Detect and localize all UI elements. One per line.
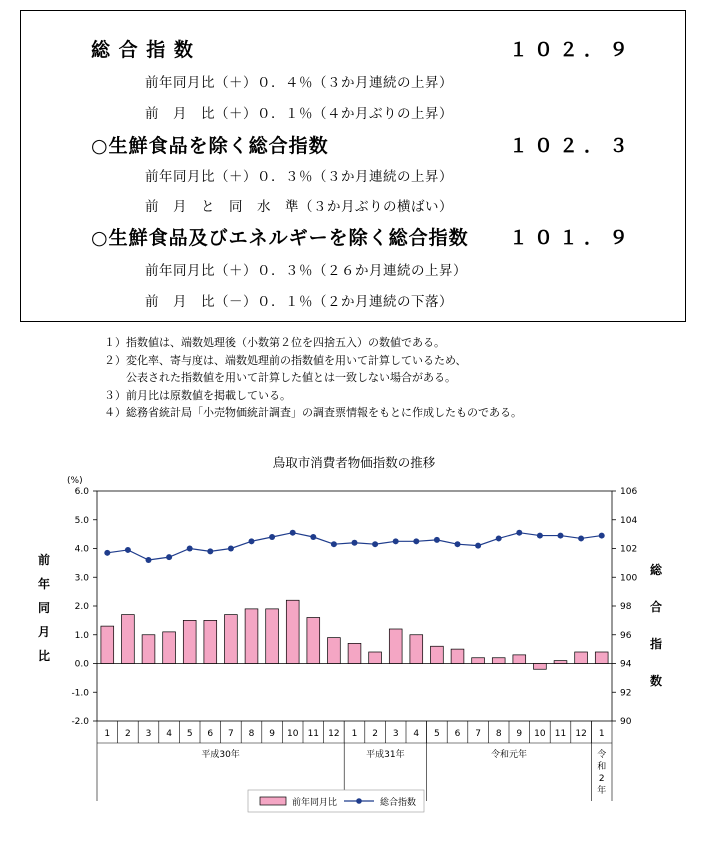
index-point <box>104 550 110 556</box>
left-tick-label: 1.0 <box>74 630 89 641</box>
left-tick-label: 3.0 <box>74 573 89 584</box>
bar <box>410 635 423 664</box>
legend-line-label: 総合指数 <box>380 798 417 808</box>
bar <box>492 658 505 664</box>
bar <box>183 620 196 663</box>
category-label: 9 <box>269 729 275 739</box>
bar <box>266 609 279 664</box>
summary-box <box>20 10 686 322</box>
index-point <box>187 546 193 552</box>
bar <box>575 652 588 664</box>
category-label: 3 <box>145 729 152 739</box>
category-label: 1 <box>351 729 358 739</box>
note-item: 公表された指数値を用いて計算した値とは一致しない場合がある。 <box>104 371 456 384</box>
chart-title: 鳥取市消費者物価指数の推移 <box>272 455 436 470</box>
bar <box>431 646 444 663</box>
year-group-label: 年 <box>597 786 607 796</box>
category-label: 9 <box>516 729 523 739</box>
right-axis-label: 総 合 指 数 <box>649 563 662 688</box>
right-tick-label: 96 <box>620 630 632 641</box>
right-tick-label: 98 <box>620 602 632 612</box>
cpi-chart <box>0 470 708 830</box>
category-label: 6 <box>454 729 461 739</box>
bar <box>513 655 526 664</box>
note-item: ２）変化率、寄与度は、端数処理前の指数値を用いて計算しているため、 <box>104 353 467 367</box>
category-label: 8 <box>495 729 502 739</box>
right-tick-label: 104 <box>620 515 638 526</box>
bar <box>328 638 341 664</box>
right-tick-label: 102 <box>620 544 638 555</box>
headline-value: １０２．９ <box>509 39 635 61</box>
left-axis-label: 前 年 同 月 比 <box>37 553 50 663</box>
bar <box>451 649 464 663</box>
year-group-label: 平成31年 <box>366 750 405 760</box>
plot-frame <box>97 491 612 721</box>
note-item: ３）前月比は原数値を掲載している。 <box>104 388 291 402</box>
index-point <box>331 541 337 547</box>
right-tick-label: 100 <box>620 573 638 584</box>
bar <box>348 643 361 663</box>
index-point <box>516 530 522 536</box>
category-label: 11 <box>554 729 567 739</box>
notes <box>104 334 522 422</box>
bar <box>122 615 135 664</box>
excl-fresh-yoy: 前年同月比（＋）０．３％（３か月連続の上昇） <box>145 169 453 185</box>
category-label: 5 <box>186 729 193 739</box>
left-tick-label: -2.0 <box>71 717 89 727</box>
index-point <box>269 534 275 540</box>
legend-line-marker <box>356 798 362 804</box>
year-group-label: 平成30年 <box>201 750 240 760</box>
category-label: 7 <box>228 729 234 739</box>
bar <box>554 661 567 664</box>
headline-label: 総 合 指 数 <box>91 39 194 61</box>
index-point <box>413 538 419 544</box>
bar <box>163 632 176 664</box>
right-tick-label: 94 <box>620 659 632 670</box>
index-point <box>599 533 605 539</box>
left-tick-label: 4.0 <box>74 544 89 555</box>
legend-bar-label: 前年同月比 <box>292 798 338 808</box>
index-line <box>107 533 601 560</box>
category-label: 1 <box>598 729 605 739</box>
excl-fresh-value: １０２．３ <box>509 135 635 157</box>
excl-fresh-energy-mom: 前 月 比（－）０．１％（２か月連続の下落） <box>145 294 453 310</box>
index-point <box>352 540 358 546</box>
bar <box>595 652 608 664</box>
index-point <box>125 547 131 553</box>
category-label: 7 <box>475 729 481 739</box>
index-point <box>434 537 440 543</box>
right-tick-label: 92 <box>620 688 632 699</box>
excl-fresh-label: ○生鮮食品を除く総合指数 <box>91 135 329 157</box>
excl-fresh-energy-yoy: 前年同月比（＋）０．３％（２６か月連続の上昇） <box>145 263 467 279</box>
bar <box>534 664 547 670</box>
index-point <box>393 538 399 544</box>
left-tick-label: 6.0 <box>74 487 89 497</box>
excl-fresh-energy-value: １０１．９ <box>509 227 635 249</box>
left-tick-label: -1.0 <box>71 688 89 699</box>
category-label: 10 <box>286 729 299 739</box>
category-label: 4 <box>413 729 420 739</box>
category-label: 5 <box>434 729 440 739</box>
bar <box>142 635 155 664</box>
index-point <box>558 533 564 539</box>
year-group-label: 令和元年 <box>490 750 528 760</box>
index-point <box>455 541 461 547</box>
index-point <box>475 543 481 549</box>
right-tick-label: 90 <box>620 717 632 727</box>
index-point <box>372 541 378 547</box>
index-point <box>249 538 255 544</box>
category-label: 6 <box>207 729 214 739</box>
excl-fresh-energy-label: ○生鮮食品及びエネルギーを除く総合指数 <box>91 227 469 249</box>
year-group-label: 和 <box>597 762 607 772</box>
index-point <box>310 534 316 540</box>
headline-mom: 前 月 比（＋）０．１％（４か月ぶりの上昇） <box>145 106 453 122</box>
index-point <box>228 546 234 552</box>
category-label: 4 <box>166 729 172 739</box>
category-label: 8 <box>248 729 255 739</box>
excl-fresh-mom: 前 月 と 同 水 準（３か月ぶりの横ばい） <box>145 199 453 215</box>
category-label: 12 <box>575 729 587 739</box>
note-item: １）指数値は、端数処理後（小数第２位を四捨五入）の数値である。 <box>104 336 445 349</box>
right-tick-label: 106 <box>620 487 638 497</box>
category-label: 11 <box>307 729 320 739</box>
index-point <box>146 557 152 563</box>
category-label: 2 <box>125 729 131 739</box>
left-axis-unit: (%) <box>67 476 83 486</box>
year-group-label: 2 <box>598 774 605 784</box>
bar <box>204 620 217 663</box>
index-point <box>166 554 172 560</box>
bar <box>307 618 320 664</box>
index-point <box>496 535 502 541</box>
category-label: 3 <box>392 729 399 739</box>
headline-yoy: 前年同月比（＋）０．４％（３か月連続の上昇） <box>145 75 453 91</box>
left-tick-label: 0.0 <box>74 659 89 670</box>
bar <box>101 626 114 663</box>
year-group-label: 令 <box>597 750 607 760</box>
index-point <box>207 548 213 554</box>
index-point <box>537 533 543 539</box>
category-label: 2 <box>372 729 378 739</box>
index-point <box>578 535 584 541</box>
index-point <box>290 530 296 536</box>
bar <box>369 652 382 664</box>
note-item: ４）総務省統計局「小売物価統計調査」の調査票情報をもとに作成したものである。 <box>104 406 522 419</box>
left-tick-label: 5.0 <box>74 515 89 526</box>
bar <box>245 609 258 664</box>
left-tick-label: 2.0 <box>74 602 89 612</box>
bar <box>286 600 299 663</box>
category-label: 1 <box>104 729 111 739</box>
bar <box>225 615 238 664</box>
category-label: 12 <box>328 729 340 739</box>
bar <box>389 629 402 664</box>
legend-bar-swatch <box>260 797 286 805</box>
category-label: 10 <box>534 729 546 739</box>
bar <box>472 658 485 664</box>
